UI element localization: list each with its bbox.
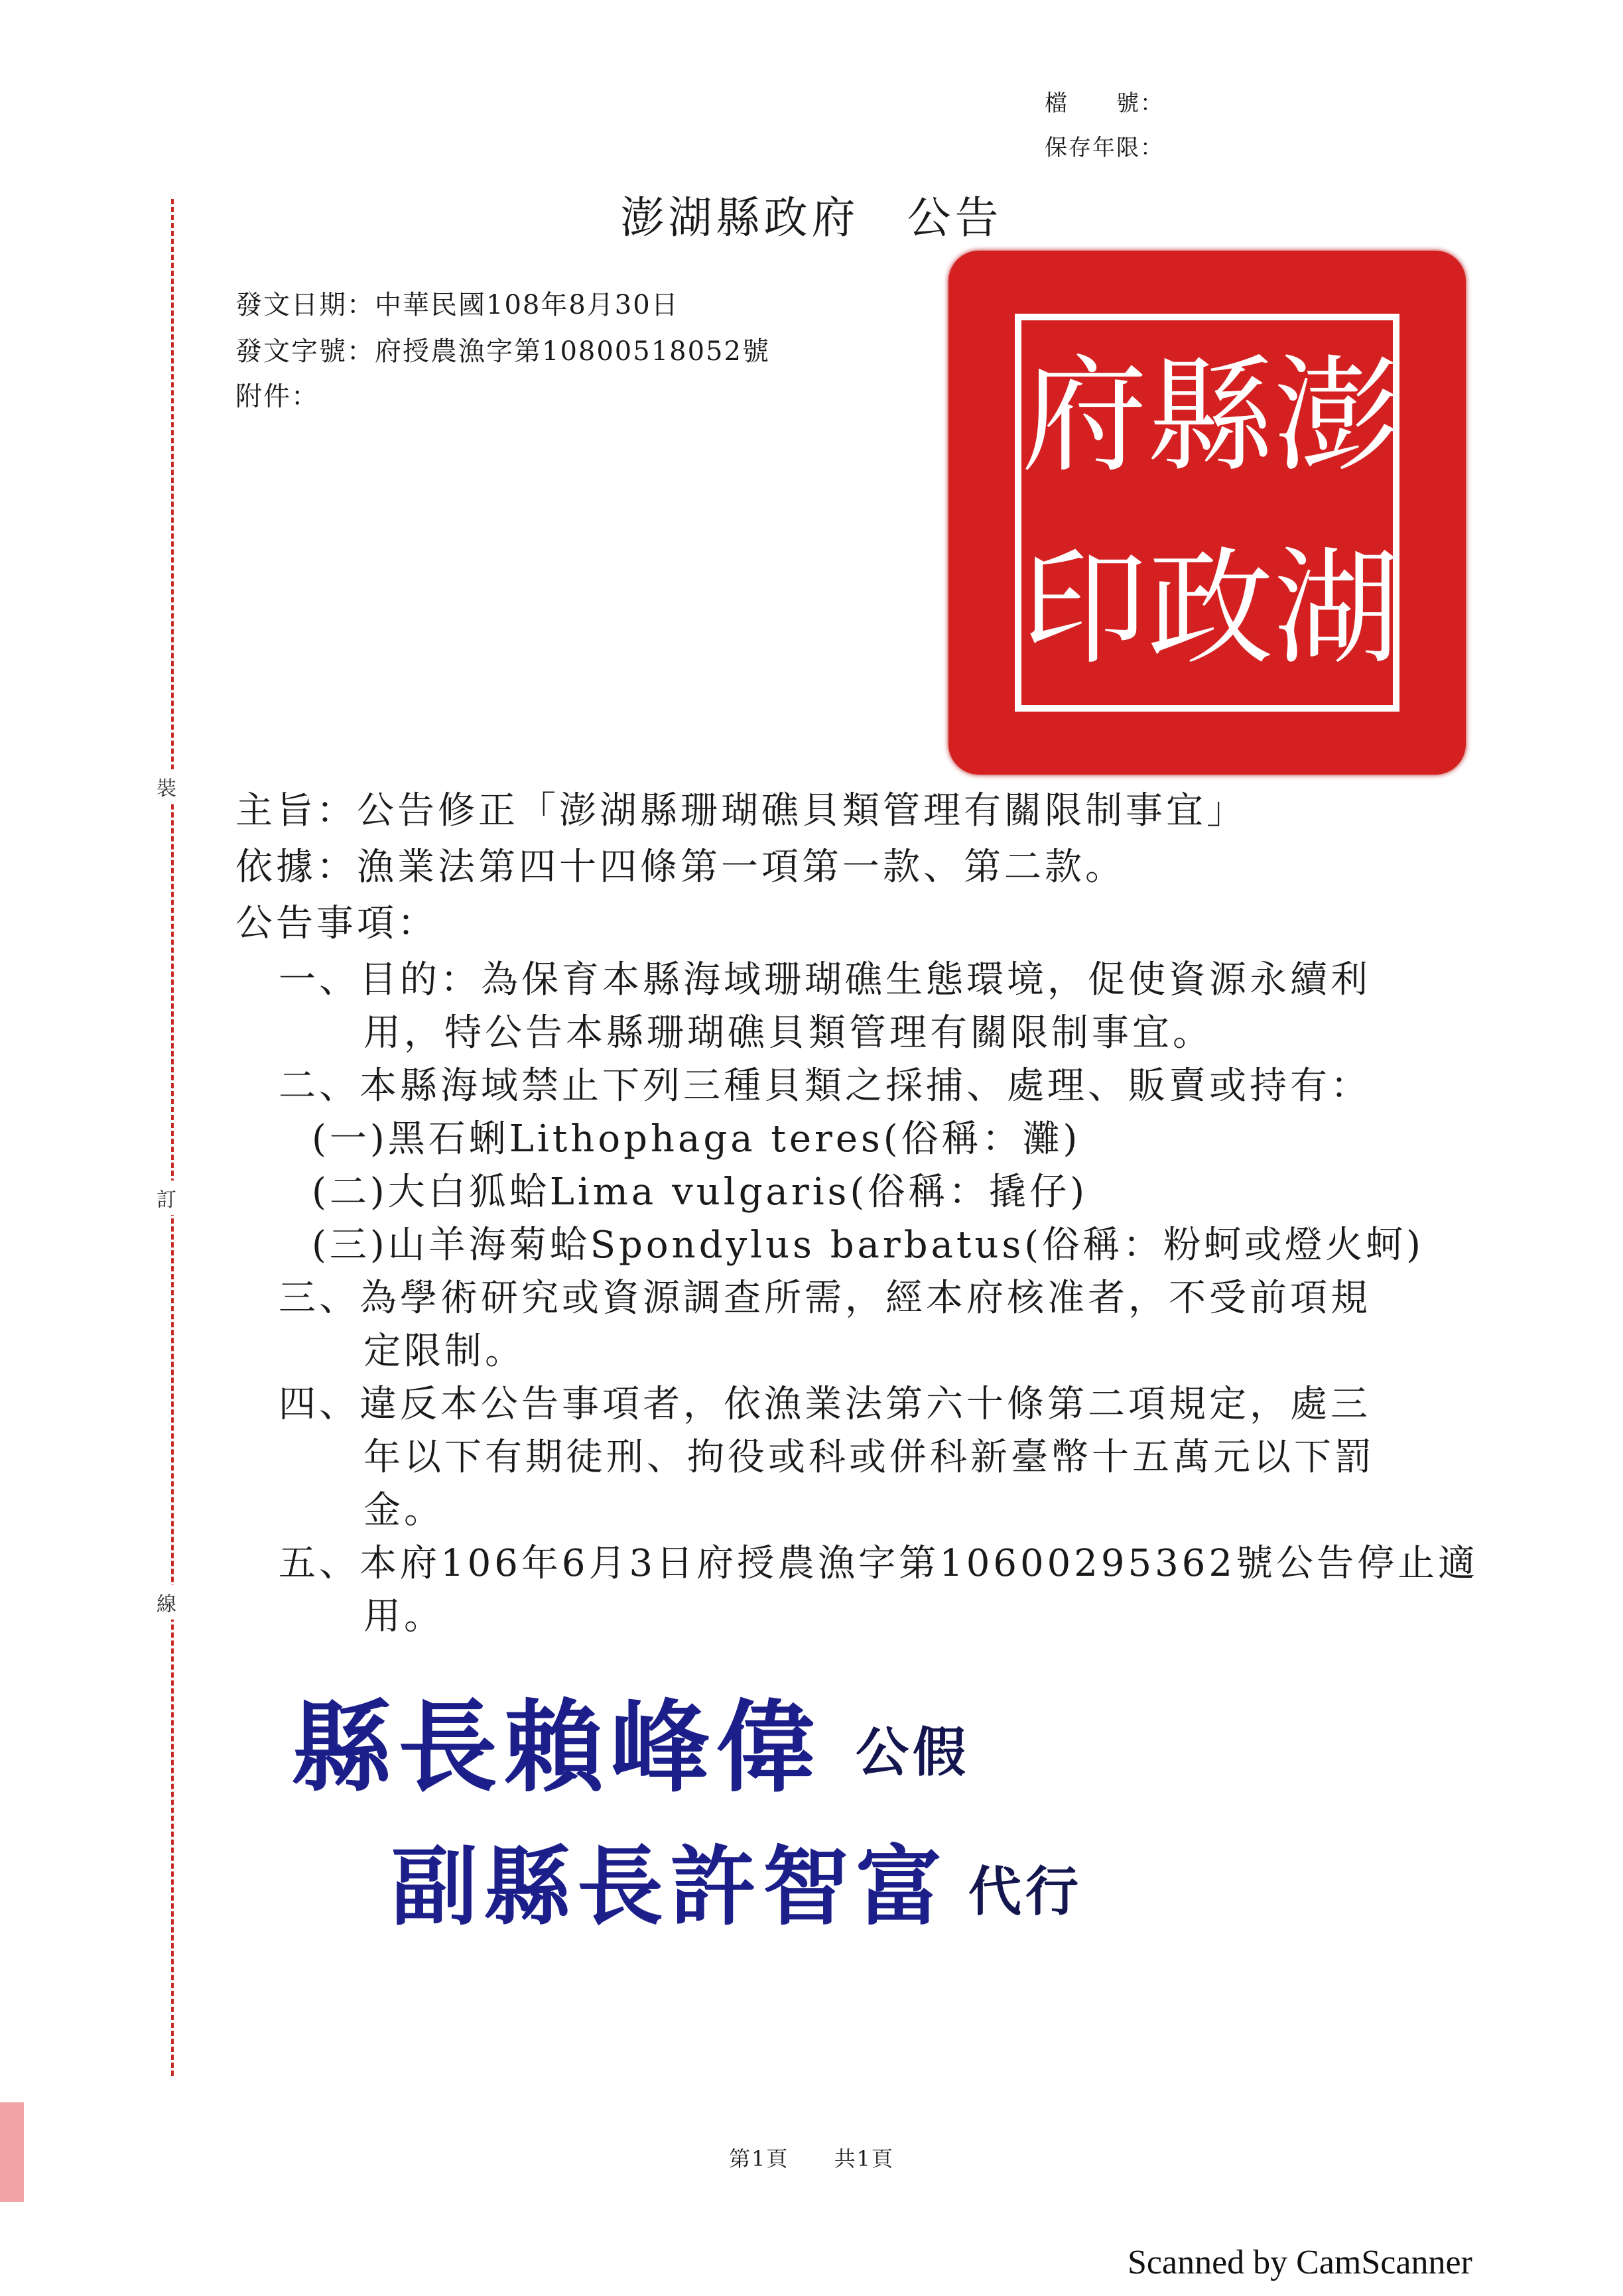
basis-line: 依據：漁業法第四十四條第一項第一款、第二款。 — [235, 846, 1126, 889]
item-4-cont-1: 年以下有期徒刑、拘役或科或併科新臺幣十五萬元以下罰 — [363, 1436, 1375, 1479]
binding-mark-1: 裝 — [157, 769, 176, 804]
document-title: 澎湖縣政府 公告 — [620, 192, 1003, 243]
item-1: 一、目的：為保育本縣海域珊瑚礁生態環境，促使資源永續利 — [279, 958, 1371, 1001]
document-number: 發文字號：府授農漁字第10800518052號 — [235, 336, 770, 367]
deputy-signature-row — [391, 1836, 1083, 1937]
deputy-acting-note: 代行 — [968, 1860, 1083, 1923]
subject-line: 主旨：公告修正「澎湖縣珊瑚礁貝類管理有關限制事宜」 — [235, 789, 1247, 832]
edge-stamp-mark — [0, 2102, 24, 2202]
binding-mark-3: 線 — [157, 1585, 176, 1620]
issue-date: 發文日期：中華民國108年8月30日 — [235, 290, 679, 320]
seal-char: 湖 — [1273, 535, 1400, 682]
item-1-cont: 用，特公告本縣珊瑚礁貝類管理有關限制事宜。 — [363, 1011, 1213, 1054]
deputy-signature: 副縣長許智富 — [391, 1836, 949, 1937]
item-2-sub-3: (三)山羊海菊蛤Spondylus barbatus(俗稱：粉蚵或燈火蚵) — [312, 1224, 1424, 1267]
item-5: 五、本府106年6月3日府授農漁字第10600295362號公告停止適 — [279, 1542, 1479, 1585]
item-4-cont-2: 金。 — [363, 1489, 444, 1532]
item-3-cont: 定限制。 — [363, 1330, 525, 1373]
seal-char: 澎 — [1273, 343, 1400, 489]
binding-mark-2: 訂 — [157, 1180, 176, 1215]
page-footer — [0, 2142, 1623, 2173]
seal-char: 印 — [1021, 535, 1148, 682]
official-seal — [948, 251, 1466, 775]
mayor-leave-note: 公假 — [856, 1720, 970, 1783]
item-4: 四、違反本公告事項者，依漁業法第六十條第二項規定，處三 — [279, 1383, 1371, 1426]
item-5-cont: 用。 — [363, 1595, 444, 1638]
binding-line — [171, 199, 174, 2076]
item-2-sub-1: (一)黑石蜊Lithophaga teres(俗稱：灘) — [312, 1117, 1081, 1161]
item-2: 二、本縣海域禁止下列三種貝類之採捕、處理、販賣或持有： — [279, 1064, 1371, 1108]
mayor-signature: 縣長賴峰偉 — [292, 1689, 823, 1806]
mayor-signature-row — [292, 1689, 1082, 1806]
item-3: 三、為學術研究或資源調查所需，經本府核准者，不受前項規 — [279, 1277, 1371, 1320]
items-heading: 公告事項： — [235, 902, 438, 945]
seal-char: 縣 — [1147, 343, 1274, 489]
attachment-label: 附件： — [235, 381, 319, 412]
signature-block — [292, 1689, 1083, 1937]
page-number: 第1頁 — [729, 2146, 789, 2171]
scanner-watermark: Scanned by CamScanner — [1128, 2244, 1472, 2281]
file-number-label: 檔 號： — [1045, 90, 1164, 117]
seal-char: 府 — [1021, 343, 1148, 489]
seal-char: 政 — [1147, 535, 1274, 682]
item-2-sub-2: (二)大白狐蛤Lima vulgaris(俗稱：撬仔) — [312, 1171, 1088, 1214]
seal-frame — [1015, 314, 1399, 712]
page-total: 共1頁 — [834, 2146, 894, 2171]
retention-period-label: 保存年限： — [1045, 135, 1164, 161]
